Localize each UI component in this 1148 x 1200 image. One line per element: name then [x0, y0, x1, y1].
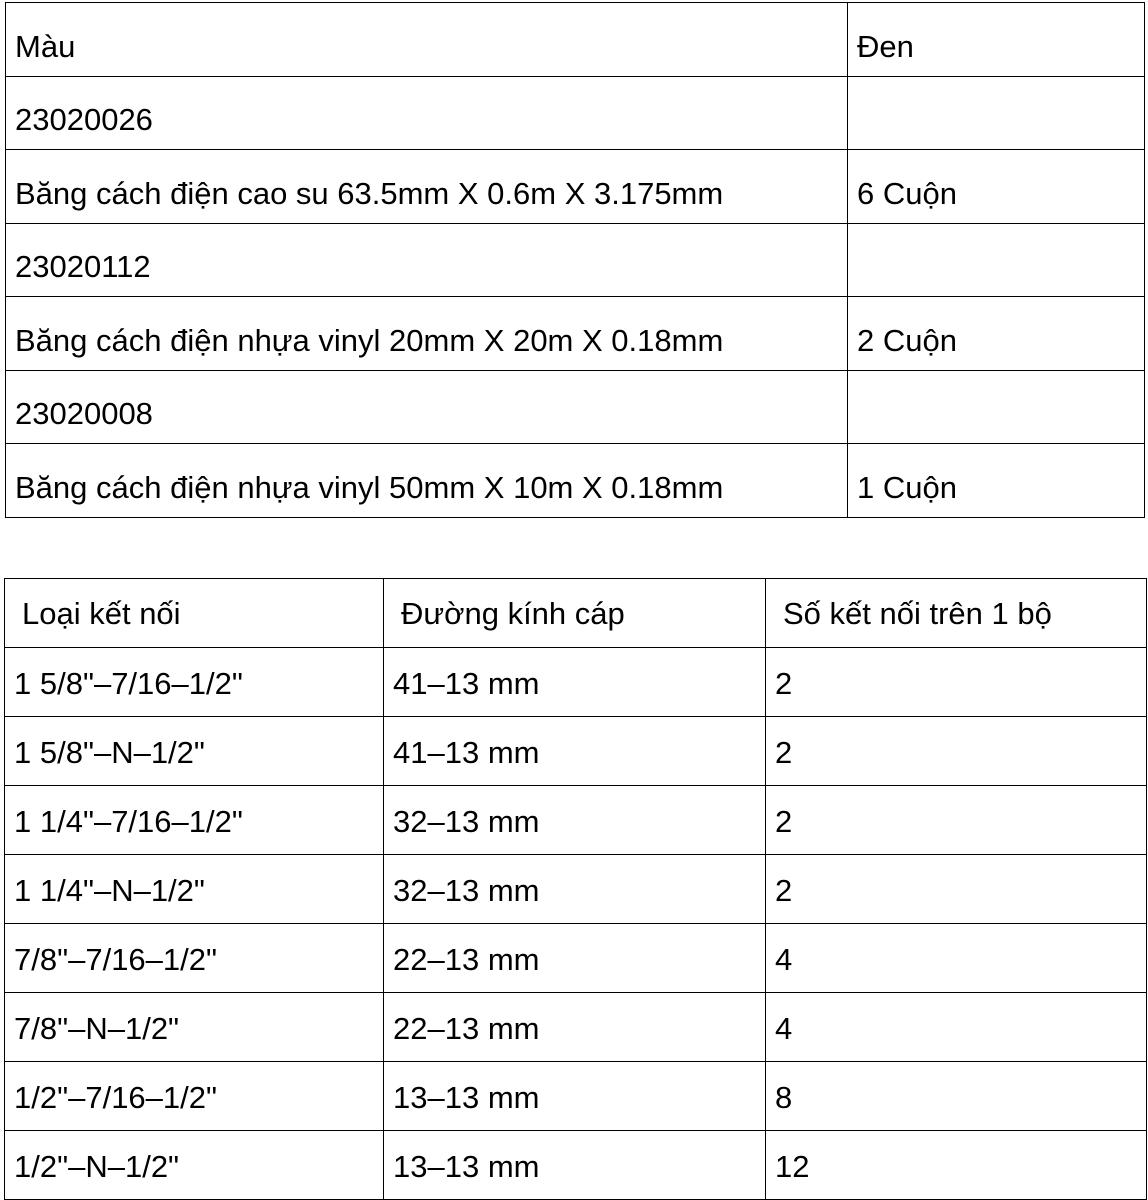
table-row	[5, 993, 1147, 1062]
table-row	[5, 1062, 1147, 1131]
table-cell	[848, 223, 1145, 297]
table-cell: 13–13 mm	[384, 1131, 766, 1200]
table-cell: 23020112	[6, 223, 848, 297]
table-cell: 7/8"–N–1/2"	[5, 993, 384, 1062]
table-cell: 23020008	[6, 370, 848, 444]
header-connectors-per-kit: Số kết nối trên 1 bộ	[766, 579, 1147, 648]
table-row	[6, 150, 1145, 224]
table-cell: Màu	[6, 3, 848, 77]
table-row	[6, 3, 1145, 77]
table-row	[6, 76, 1145, 150]
table-cell: 41–13 mm	[384, 648, 766, 717]
table-cell: 1 1/4"–7/16–1/2"	[5, 786, 384, 855]
table-cell: 1 1/4"–N–1/2"	[5, 855, 384, 924]
table-row	[6, 223, 1145, 297]
table-row	[5, 855, 1147, 924]
connector-kit-table	[4, 578, 1147, 1200]
table-cell: 2 Cuộn	[848, 297, 1145, 371]
table-cell: 2	[766, 717, 1147, 786]
table-cell: 7/8"–7/16–1/2"	[5, 924, 384, 993]
table-cell: Băng cách điện nhựa vinyl 50mm X 10m X 0.18mm	[6, 444, 848, 518]
table-row	[5, 1131, 1147, 1200]
table-cell: 13–13 mm	[384, 1062, 766, 1131]
table-cell: 1/2"–7/16–1/2"	[5, 1062, 384, 1131]
table-cell: 1 5/8"–N–1/2"	[5, 717, 384, 786]
table-cell	[848, 76, 1145, 150]
table-cell: 1 Cuộn	[848, 444, 1145, 518]
table-cell: Đen	[848, 3, 1145, 77]
table-cell: Băng cách điện nhựa vinyl 20mm X 20m X 0.18mm	[6, 297, 848, 371]
table-row	[6, 444, 1145, 518]
table-row	[6, 370, 1145, 444]
table-cell: 32–13 mm	[384, 786, 766, 855]
header-cable-diameter: Đường kính cáp	[384, 579, 766, 648]
table-row	[5, 648, 1147, 717]
table-row	[5, 924, 1147, 993]
table-row	[5, 717, 1147, 786]
table-cell: 4	[766, 924, 1147, 993]
table-cell: 2	[766, 855, 1147, 924]
table-cell: Băng cách điện cao su 63.5mm X 0.6m X 3.175mm	[6, 150, 848, 224]
table-cell: 4	[766, 993, 1147, 1062]
table-cell	[848, 370, 1145, 444]
table-row	[6, 297, 1145, 371]
table-cell: 8	[766, 1062, 1147, 1131]
header-connector-type: Loại kết nối	[5, 579, 384, 648]
table-header-row	[5, 579, 1147, 648]
table-cell: 6 Cuộn	[848, 150, 1145, 224]
insulation-tape-table	[5, 2, 1145, 518]
table-cell: 1/2"–N–1/2"	[5, 1131, 384, 1200]
table-row	[5, 786, 1147, 855]
table-cell: 12	[766, 1131, 1147, 1200]
table-cell: 32–13 mm	[384, 855, 766, 924]
table-cell: 41–13 mm	[384, 717, 766, 786]
table-cell: 22–13 mm	[384, 993, 766, 1062]
table-cell: 2	[766, 648, 1147, 717]
table-cell: 2	[766, 786, 1147, 855]
table-cell: 22–13 mm	[384, 924, 766, 993]
table-cell: 1 5/8"–7/16–1/2"	[5, 648, 384, 717]
table-cell: 23020026	[6, 76, 848, 150]
